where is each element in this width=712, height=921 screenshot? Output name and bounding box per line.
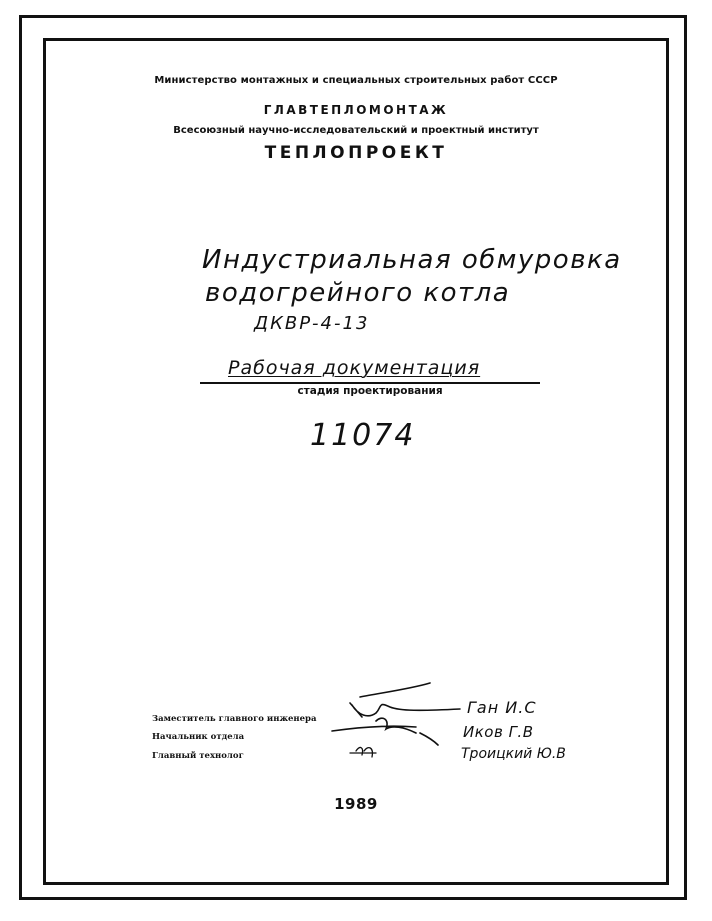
institute-description: Всесоюзный научно-исследовательский и проектный институт [173, 125, 539, 136]
title-line-1: Индустриальная обмуровка [202, 245, 622, 275]
signature-1 [350, 683, 460, 717]
trust-name: ГЛАВТЕПЛОМОНТАЖ [263, 103, 449, 117]
stage-caption: стадия проектирования [297, 385, 443, 397]
signature-3 [350, 748, 376, 757]
document-number: 11074 [310, 418, 416, 453]
year: 1989 [334, 795, 378, 813]
title-model: ДКВР-4-13 [254, 313, 370, 334]
approval-role-3: Главный технолог [152, 751, 244, 761]
signature-2 [332, 718, 438, 745]
approval-role-1: Заместитель главного инженера [152, 714, 317, 724]
approval-name-1: Ган И.С [467, 698, 537, 717]
ministry-name: Министерство монтажных и специальных строительных работ СССР [154, 75, 558, 86]
approval-name-2: Иков Г.В [463, 723, 534, 741]
signatures [320, 675, 480, 775]
approval-name-3: Троицкий Ю.В [461, 746, 566, 762]
approval-role-2: Начальник отдела [152, 732, 245, 742]
institute-name: ТЕПЛОПРОЕКТ [264, 143, 448, 163]
stage-rule [200, 382, 540, 384]
title-line-2: водогрейного котла [205, 278, 511, 308]
stage-value: Рабочая документация [228, 357, 481, 379]
